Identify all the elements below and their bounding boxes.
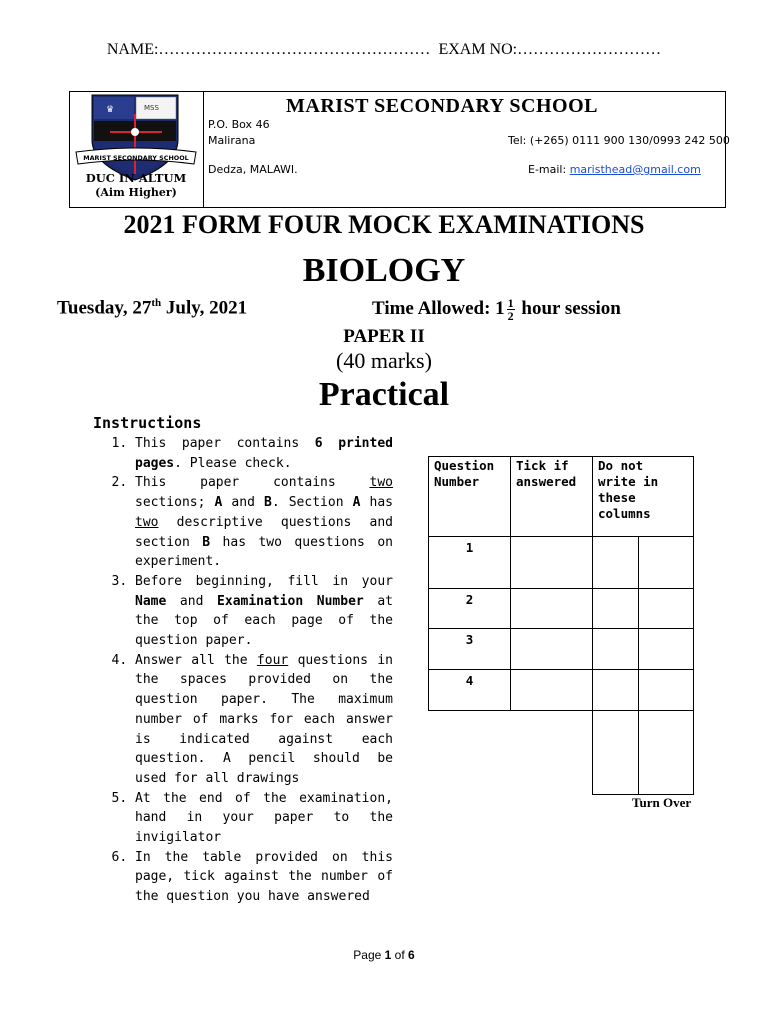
- tick-cell[interactable]: [511, 629, 593, 670]
- instruction-item: 5. At the end of the examination, hand in your paper to the invigilator: [135, 789, 393, 848]
- address-line-3: Dedza, MALAWI.: [208, 163, 298, 176]
- name-exam-line: [0, 41, 768, 59]
- name-field[interactable]: NAME:……………………………………………: [106, 41, 431, 58]
- col-do-not-write: Do not write in these columns: [593, 457, 694, 537]
- instruction-item: 4. Answer all the four questions in the spaces provided on the question paper. The maximum number of marks for each answer is indicated against each question. A pencil should be used for all drawings: [135, 651, 393, 789]
- school-crest-icon: [70, 92, 203, 207]
- time-fraction: $\frac{1}{2}$: [507, 296, 514, 323]
- svg-text:♛: ♛: [106, 105, 115, 115]
- page-footer: Page 1 of 6: [353, 948, 415, 962]
- email-label: E-mail:: [528, 163, 570, 176]
- paper-type: Practical: [318, 376, 450, 413]
- school-logo: [70, 92, 204, 207]
- address-line-2: Malirana: [208, 134, 256, 147]
- answer-tick-table: [428, 456, 694, 795]
- email-link[interactable]: maristhead@gmail.com: [569, 163, 701, 176]
- paper-number: PAPER II: [343, 326, 425, 347]
- table-header-row: [429, 457, 694, 537]
- col-question-number: Question Number: [429, 457, 511, 537]
- table-row: 3: [429, 629, 694, 670]
- table-row: 4: [429, 670, 694, 711]
- turn-over-note: Turn Over: [632, 795, 692, 810]
- instruction-item: 6. In the table provided on this page, tick against the number of the question you have answered: [135, 848, 393, 907]
- total-marks: (40 marks): [336, 348, 432, 373]
- instruction-item: 2. This paper contains two sections; A and B. Section A has two descriptive questions and section B has two questions on experiment.: [135, 473, 393, 572]
- time-allowed: Time Allowed: 1 $\frac{1}{2}$ hour session: [372, 296, 621, 323]
- col-tick-if-answered: Tick if answered: [511, 457, 593, 537]
- table-total-row: [429, 711, 694, 795]
- instructions-list: [95, 434, 393, 907]
- logo-motto-translation: (Aim Higher): [95, 186, 177, 199]
- instruction-item: 1. This paper contains 6 printed pages. Please check.: [135, 434, 393, 473]
- current-page: 1: [384, 948, 392, 962]
- telephone: Tel: (+265) 0111 900 130/0993 242 500: [508, 134, 730, 147]
- instructions-heading: Instructions: [93, 414, 202, 432]
- tick-cell[interactable]: [511, 537, 593, 589]
- logo-motto: DUC IN ALTUM: [85, 171, 187, 185]
- subject-title: BIOLOGY: [302, 252, 466, 289]
- tick-cell[interactable]: [511, 589, 593, 629]
- school-name: MARIST SECONDARY SCHOOL: [286, 95, 598, 117]
- exam-date: Tuesday, 27th July, 2021: [57, 297, 248, 319]
- logo-banner: MARIST SECONDARY SCHOOL: [83, 154, 189, 162]
- email-line: [528, 163, 701, 176]
- exam-title: 2021 FORM FOUR MOCK EXAMINATIONS: [123, 210, 645, 239]
- school-header: [69, 91, 730, 208]
- exam-no-field[interactable]: EXAM NO:………………………: [438, 41, 662, 58]
- svg-text:MSS: MSS: [144, 104, 159, 112]
- address-line-1: P.O. Box 46: [208, 118, 270, 131]
- table-row: 1: [429, 537, 694, 589]
- total-pages: 6: [408, 948, 415, 962]
- instruction-item: 3. Before beginning, fill in your Name and Examination Number at the top of each page of the question paper.: [135, 572, 393, 651]
- table-row: 2: [429, 589, 694, 629]
- tick-cell[interactable]: [511, 670, 593, 711]
